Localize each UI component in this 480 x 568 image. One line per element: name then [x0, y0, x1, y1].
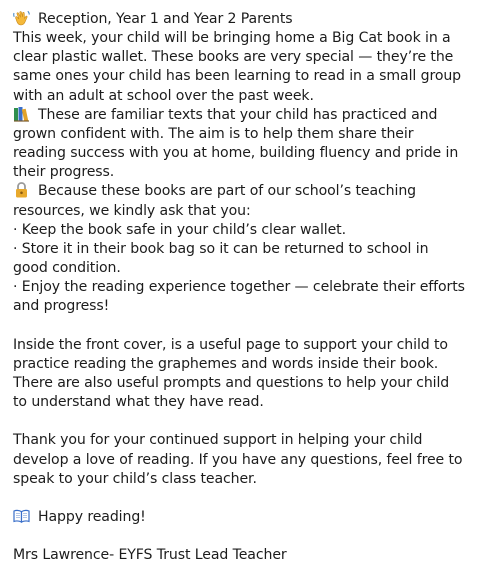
books-icon: [13, 106, 30, 121]
post-line: · Store it in their book bag so it can be returned to school in: [13, 240, 429, 257]
post-line: grown confident with. The aim is to help them share their: [13, 125, 414, 142]
paragraph-gap: [13, 317, 472, 336]
post-line: Because these books are part of our school’s teaching: [13, 182, 472, 201]
post-line: Inside the front cover, is a useful page to support your child to: [13, 336, 448, 353]
post-line: and progress!: [13, 298, 110, 315]
waving-hand-icon: [13, 10, 30, 25]
post-line: same ones your child has been learning to read in a small group: [13, 68, 462, 85]
paragraph-gap: [13, 527, 472, 546]
post-line: develop a love of reading. If you have any questions, feel free to: [13, 451, 463, 468]
post-line: their progress.: [13, 164, 115, 181]
post-line: · Keep the book safe in your child’s clear wallet.: [13, 221, 346, 238]
post-line: [13, 10, 472, 29]
greeting-text: Reception, Year 1 and Year 2 Parents: [38, 11, 293, 27]
post-line: to understand what they have read.: [13, 394, 264, 411]
post-line: reading success with you at home, building fluency and pride in: [13, 145, 459, 162]
post-line: clear plastic wallet. These books are very special — they’re the: [13, 49, 454, 66]
post-line: These are familiar texts that your child has practiced and: [13, 106, 472, 125]
post-line: · Enjoy the reading experience together — celebrate their efforts: [13, 279, 465, 296]
lock-icon: [13, 182, 30, 197]
post-line: There are also useful prompts and questions to help your child: [13, 374, 450, 391]
post-line: speak to your child’s class teacher.: [13, 470, 257, 487]
post-line: with an adult at school over the past week.: [13, 87, 314, 104]
post-line: good condition.: [13, 260, 121, 277]
paragraph-gap: [13, 489, 472, 508]
post-line: practice reading the graphemes and words inside their book.: [13, 355, 439, 372]
post-line: Happy reading!: [13, 508, 472, 527]
post-line: resources, we kindly ask that you:: [13, 202, 251, 219]
signature: Mrs Lawrence- EYFS Trust Lead Teacher: [13, 547, 287, 564]
post-line: Thank you for your continued support in helping your child: [13, 432, 423, 449]
paragraph-gap: [13, 412, 472, 431]
post-line: This week, your child will be bringing home a Big Cat book in a: [13, 30, 451, 47]
open-book-icon: [13, 508, 30, 523]
